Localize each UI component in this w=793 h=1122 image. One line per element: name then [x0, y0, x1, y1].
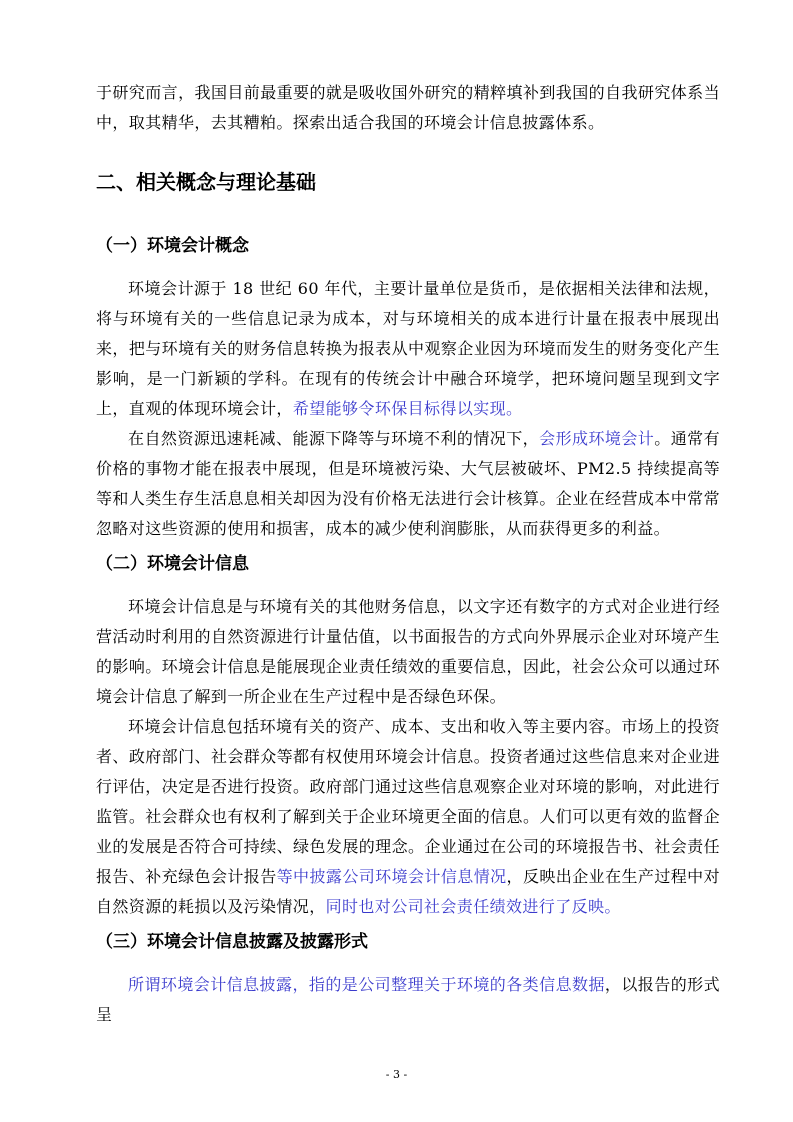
paragraph-text: 环境会计信息包括环境有关的资产、成本、支出和收入等主要内容。市场上的投资者、政府部门、社会群众等都有权使用环境会计信息。投资者通过这些信息来对企业进行评估，决定是否进行投资。政府部门通过这些信息观察企业对环境的影响，对此进行监管。社会群众也有权利了解到关于企业环境更全面的信息。人们可以更有效的监督企业的发展是否符合可持续、绿色发展的理念。企业通过在公司的环境报告书、社会责任报告、补充绿色会计报告 — [96, 717, 720, 886]
highlighted-text: 等中披露公司环境会计信息情况 — [276, 867, 507, 886]
paragraph-text: 环境会计信息是与环境有关的其他财务信息，以文字还有数字的方式对企业进行经营活动时利用的自然资源进行计量估值，以书面报告的方式向外界展示企业对环境产生的影响。环境会计信息是能展现企业责任绩效的重要信息，因此，社会公众可以通过环境会计信息了解到一所企业在生产过程中是否绿色环保。 — [96, 597, 720, 706]
highlighted-text: 同时也对公司社会责任绩效进行了反映。 — [325, 897, 621, 916]
paragraph-text: 在自然资源迅速耗减、能源下降等与环境不利的情况下， — [128, 429, 540, 448]
highlighted-text: 所谓环境会计信息披露，指的是公司整理关于环境的各类信息数据 — [128, 975, 605, 994]
paragraph-text: 环境会计源于 18 世纪 60 年代，主要计量单位是货币，是依据相关法律和法规，将与环境有关的一些信息记录为成本，对与环境相关的成本进行计量在报表中展现出来，把与环境有关的财务信息转换为报表从中观察企业因为环境而发生的财务变化产生影响，是一门新颖的学科。在现有的传统会计中融合环境学，把环境问题呈现到文字上，直观的体现环境会计， — [96, 279, 720, 418]
paragraph-env-accounting-concept — [96, 274, 720, 424]
subsection-heading-1: （一）环境会计概念 — [96, 236, 249, 256]
document-body — [96, 78, 720, 1030]
paragraph-text: ，以报告的形式呈 — [96, 975, 720, 1024]
paragraph-text: ，反映出企业在生产过程中对自然资源的耗损以及污染情况， — [96, 867, 721, 916]
highlighted-text: 希望能够令环保目标得以实现。 — [292, 399, 523, 418]
highlighted-text: 会形成环境会计 — [539, 429, 655, 448]
subsection-heading-2: （二）环境会计信息 — [96, 554, 249, 574]
paragraph-env-info-definition — [96, 592, 720, 712]
intro-paragraph — [96, 78, 720, 138]
paragraph-env-info-content — [96, 712, 720, 922]
paragraph-disclosure-definition — [96, 970, 720, 1030]
page-number: - 3 - — [385, 1068, 408, 1081]
intro-text: 于研究而言，我国目前最重要的就是吸收国外研究的精粹填补到我国的自我研究体系当中，取其精华，去其糟粕。探索出适合我国的环境会计信息披露体系。 — [96, 83, 720, 132]
section-heading: 二、相关概念与理论基础 — [96, 170, 316, 194]
subsection-heading-3: （三）环境会计信息披露及披露形式 — [96, 932, 368, 952]
paragraph-text: 。通常有价格的事物才能在报表中展现，但是环境被污染、大气层被破坏、PM2.5 持续提高等等和人类生存生活息息相关却因为没有价格无法进行会计核算。企业在经营成本中常常忽略对这些资源的使用和损害，成本的减少使利润膨胀，从而获得更多的利益。 — [96, 429, 720, 538]
paragraph-env-accounting-formation — [96, 424, 720, 544]
